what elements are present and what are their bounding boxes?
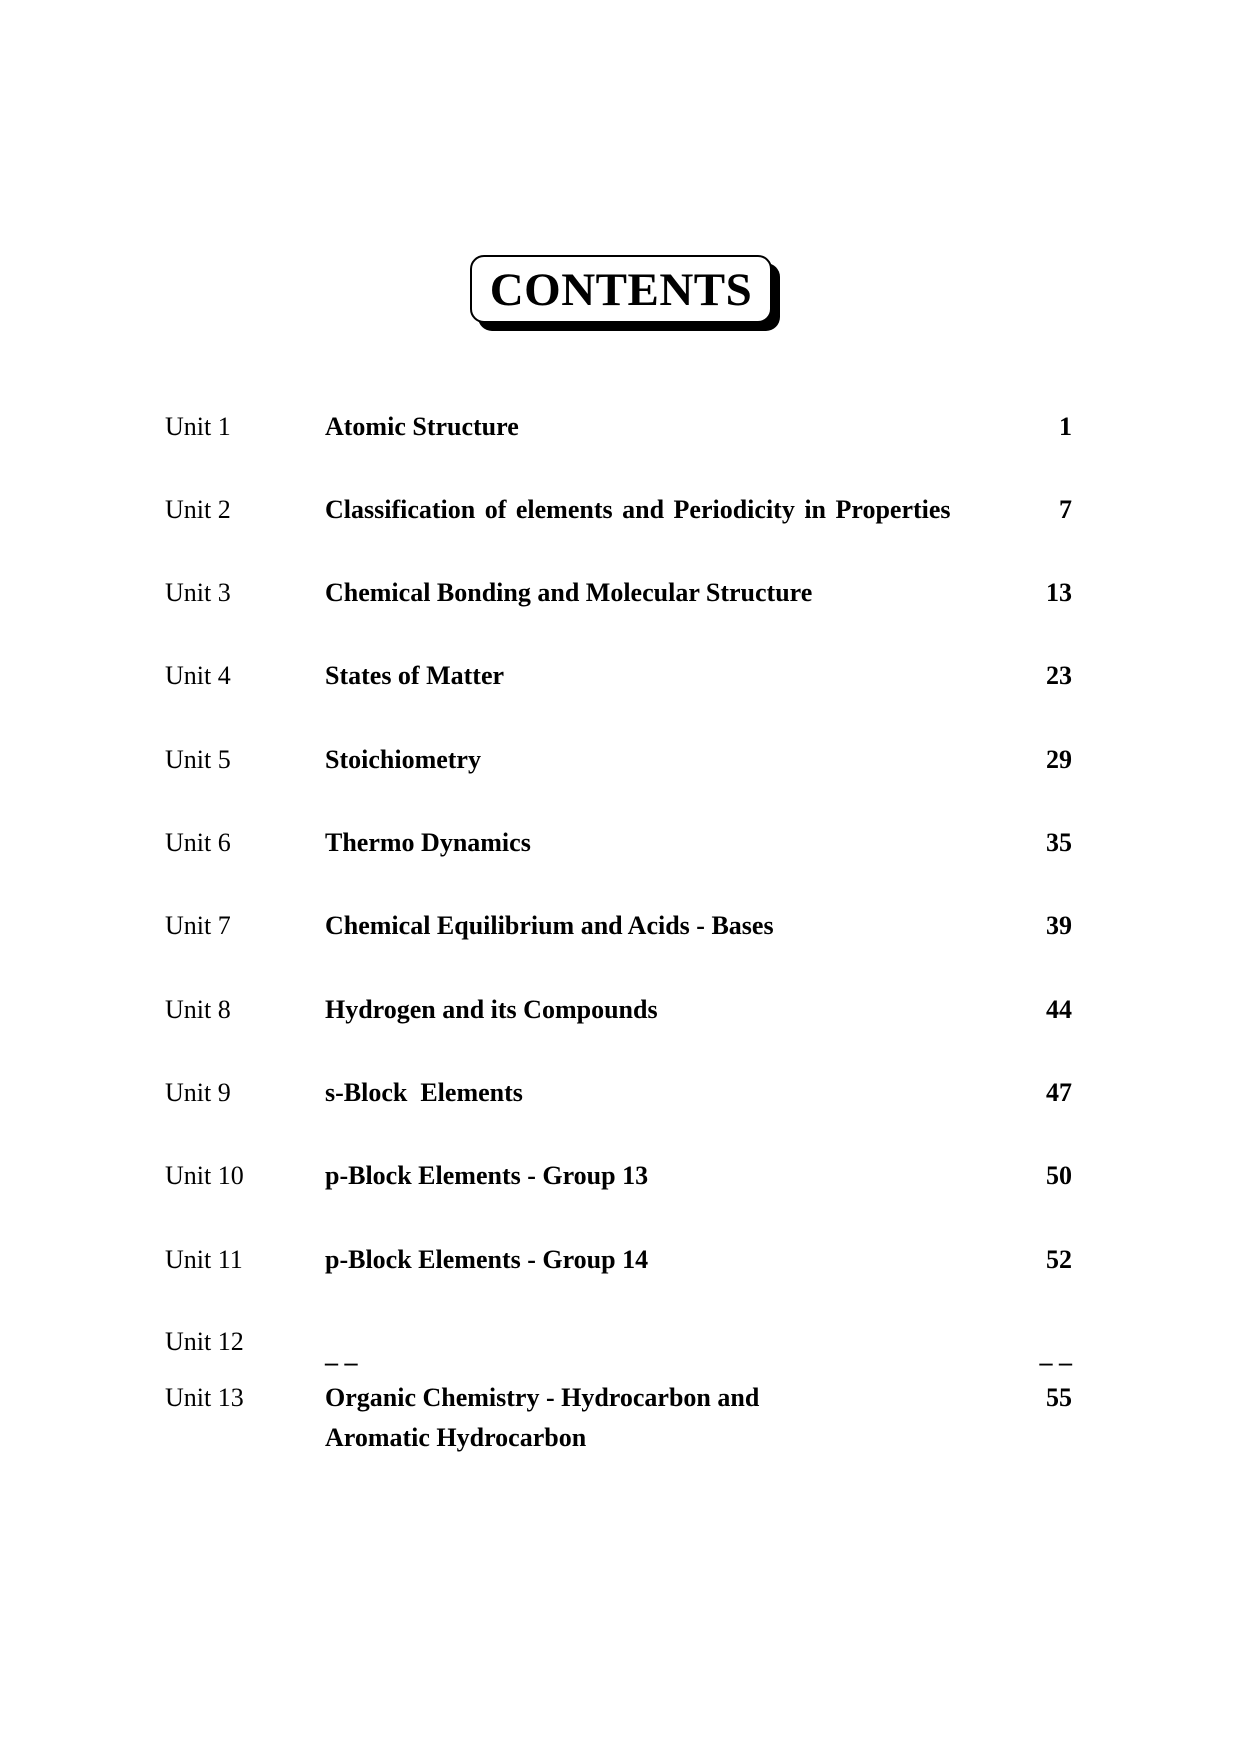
page-number: 44 xyxy=(1046,995,1072,1024)
page-number: 23 xyxy=(1046,661,1072,690)
unit-topic: Atomic Structure xyxy=(325,412,519,441)
page-number: 7 xyxy=(1059,495,1072,524)
page-number: 47 xyxy=(1046,1078,1072,1107)
unit-topic: p-Block Elements - Group 14 xyxy=(325,1245,649,1274)
unit-label: Unit 1 xyxy=(165,412,231,441)
unit-topic-line-2: Aromatic Hydrocarbon xyxy=(325,1423,587,1452)
unit-topic: _ _ xyxy=(325,1339,358,1368)
unit-label: Unit 10 xyxy=(165,1161,244,1190)
unit-topic: Thermo Dynamics xyxy=(325,828,531,857)
page-number: 52 xyxy=(1046,1245,1072,1274)
unit-label: Unit 9 xyxy=(165,1078,231,1107)
unit-topic-line-1: Organic Chemistry - Hydrocarbon and xyxy=(325,1383,760,1412)
unit-topic: States of Matter xyxy=(325,661,505,690)
page-number: 39 xyxy=(1046,911,1072,940)
unit-topic: Stoichiometry xyxy=(325,745,481,774)
page-number: _ _ xyxy=(1039,1339,1072,1368)
unit-label: Unit 6 xyxy=(165,828,231,857)
page-number: 55 xyxy=(1046,1383,1072,1412)
unit-label: Unit 5 xyxy=(165,745,231,774)
unit-label: Unit 3 xyxy=(165,578,231,607)
unit-label: Unit 7 xyxy=(165,911,231,940)
page-number: 1 xyxy=(1059,412,1072,441)
unit-topic: p-Block Elements - Group 13 xyxy=(325,1161,649,1190)
unit-label: Unit 13 xyxy=(165,1383,244,1412)
unit-label: Unit 12 xyxy=(165,1327,244,1356)
unit-topic: Classification of elements and Periodicity in Properties xyxy=(325,495,951,524)
page-title: CONTENTS xyxy=(489,264,753,316)
unit-label: Unit 8 xyxy=(165,995,231,1024)
unit-label: Unit 11 xyxy=(165,1245,243,1274)
unit-topic: s-Block Elements xyxy=(325,1078,523,1107)
unit-topic: Hydrogen and its Compounds xyxy=(325,995,658,1024)
unit-topic xyxy=(325,1378,759,1458)
unit-label: Unit 2 xyxy=(165,495,231,524)
page-number: 29 xyxy=(1046,745,1072,774)
page-number: 13 xyxy=(1046,578,1072,607)
unit-label: Unit 4 xyxy=(165,661,231,690)
page-number: 50 xyxy=(1046,1161,1072,1190)
title-box xyxy=(470,255,772,323)
unit-topic: Chemical Equilibrium and Acids - Bases xyxy=(325,911,774,940)
contents-title-frame xyxy=(470,255,780,331)
unit-topic: Chemical Bonding and Molecular Structure xyxy=(325,578,813,607)
page-number: 35 xyxy=(1046,828,1072,857)
